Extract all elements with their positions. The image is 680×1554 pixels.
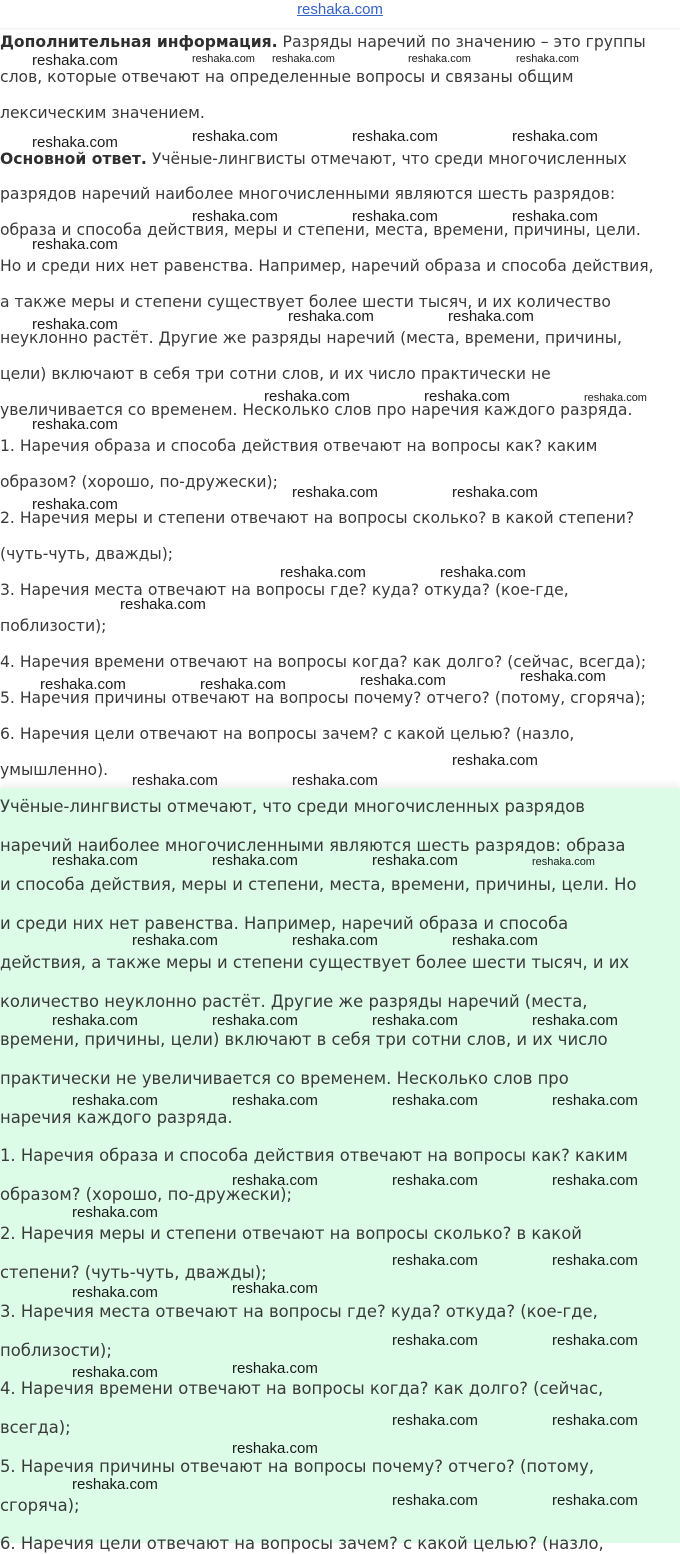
watermark-text: reshaka.com [72, 1476, 158, 1493]
text-line: степени? (чуть-чуть, дважды); [0, 1263, 267, 1282]
line-text: Разряды наречий по значению – это группы [277, 33, 646, 51]
watermark-text: reshaka.com [392, 1172, 478, 1189]
watermark-text: reshaka.com [120, 596, 206, 613]
watermark-text: reshaka.com [584, 392, 647, 404]
watermark-text: reshaka.com [32, 496, 118, 513]
line-text: (чуть-чуть, дважды); [0, 545, 174, 563]
text-line [0, 149, 627, 169]
watermark-text: reshaka.com [280, 564, 366, 581]
text-line: Учёные-лингвисты отмечают, что среди многочисленных разрядов [0, 797, 585, 816]
text-line [0, 436, 597, 456]
watermark-text: reshaka.com [552, 1172, 638, 1189]
line-text: 4. Наречия времени отвечают на вопросы когда? как долго? (сейчас, всегда); [0, 653, 647, 671]
watermark-text: reshaka.com [232, 1092, 318, 1109]
watermark-text: reshaka.com [32, 236, 118, 253]
watermark-text: reshaka.com [392, 1412, 478, 1429]
line-text: а также меры и степени существует более шести тысяч, и их количество [0, 293, 611, 311]
text-line: практически не увеличивается со временем. Несколько слов про [0, 1069, 569, 1088]
watermark-text: reshaka.com [552, 1252, 638, 1269]
watermark-text: reshaka.com [264, 388, 350, 405]
watermark-text: reshaka.com [72, 1204, 158, 1221]
watermark-text: reshaka.com [552, 1332, 638, 1349]
line-text: 6. Наречия цели отвечают на вопросы зачем? с какой целью? (назло, [0, 725, 575, 743]
watermark-text: reshaka.com [212, 1012, 298, 1029]
watermark-text: reshaka.com [452, 932, 538, 949]
text-line: сгоряча); [0, 1496, 80, 1515]
watermark-text: reshaka.com [52, 1012, 138, 1029]
watermark-text: reshaka.com [32, 316, 118, 333]
text-line: и среди них нет равенства. Например, наречий образа и способа [0, 914, 569, 933]
watermark-text: reshaka.com [392, 1332, 478, 1349]
watermark-text: reshaka.com [192, 53, 255, 65]
answer-section [0, 788, 680, 1553]
watermark-text: reshaka.com [32, 416, 118, 433]
watermark-text: reshaka.com [520, 668, 606, 685]
line-text: слов, которые отвечают на определенные вопросы и связаны общим [0, 68, 574, 86]
line-text: 1. Наречия образа и способа действия отвечают на вопросы как? каким [0, 437, 598, 455]
line-text: неуклонно растёт. Другие же разряды наречий (места, времени, причины, [0, 329, 622, 347]
text-line [0, 32, 646, 52]
text-line: всегда); [0, 1418, 71, 1437]
line-text: 2. Наречия меры и степени отвечают на вопросы сколько? в какой степени? [0, 509, 635, 527]
watermark-text: reshaka.com [232, 1280, 318, 1297]
text-line: наречий наиболее многочисленными являются шесть разрядов: образа [0, 836, 626, 855]
text-line [0, 256, 654, 276]
text-line: и способа действия, меры и степени, места, времени, причины, цели. Но [0, 875, 637, 894]
line-text: образа и способа действия, меры и степени, места, времени, причины, цели. [0, 221, 641, 239]
watermark-text: reshaka.com [408, 53, 471, 65]
watermark-text: reshaka.com [424, 388, 510, 405]
line-text: Учёные-лингвисты отмечают, что среди многочисленных [146, 150, 627, 168]
text-line [0, 616, 106, 636]
watermark-text: reshaka.com [72, 1364, 158, 1381]
watermark-text: reshaka.com [552, 1492, 638, 1509]
watermark-text: reshaka.com [352, 208, 438, 225]
line-text: 3. Наречия места отвечают на вопросы где? куда? откуда? (кое-где, [0, 581, 569, 599]
watermark-text: reshaka.com [440, 564, 526, 581]
text-line [0, 472, 278, 492]
watermark-text: reshaka.com [532, 856, 595, 868]
answer-label: Основной ответ. [0, 150, 147, 168]
watermark-text: reshaka.com [292, 772, 378, 789]
text-line: количество неуклонно растёт. Другие же разряды наречий (места, [0, 992, 588, 1011]
text-line: образом? (хорошо, по-дружески); [0, 1185, 293, 1204]
watermark-text: reshaka.com [452, 484, 538, 501]
watermark-text: reshaka.com [552, 1412, 638, 1429]
watermark-text: reshaka.com [372, 852, 458, 869]
line-text: умышленно). [0, 761, 109, 779]
watermark-text: reshaka.com [552, 1092, 638, 1109]
line-text: увеличивается со временем. Несколько слов про наречия каждого разряда. [0, 401, 633, 419]
line-text: разрядов наречий наиболее многочисленными являются шесть разрядов: [0, 185, 616, 203]
watermark-text: reshaka.com [392, 1252, 478, 1269]
watermark-text: reshaka.com [192, 128, 278, 145]
watermark-text: reshaka.com [392, 1492, 478, 1509]
text-line: действия, а также меры и степени существует более шести тысяч, и их [0, 953, 630, 972]
watermark-text: reshaka.com [232, 1440, 318, 1457]
watermark-text: reshaka.com [292, 484, 378, 501]
watermark-text: reshaka.com [352, 128, 438, 145]
line-text: лексическим значением. [0, 104, 205, 122]
watermark-text: reshaka.com [32, 52, 118, 69]
watermark-text: reshaka.com [212, 852, 298, 869]
line-text: Но и среди них нет равенства. Например, наречий образа и способа действия, [0, 257, 654, 275]
watermark-text: reshaka.com [448, 308, 534, 325]
watermark-text: reshaka.com [32, 134, 118, 151]
watermark-text: reshaka.com [132, 772, 218, 789]
line-text: образом? (хорошо, по-дружески); [0, 473, 278, 491]
watermark-text: reshaka.com [40, 676, 126, 693]
watermark-text: reshaka.com [272, 53, 335, 65]
text-line: 3. Наречия места отвечают на вопросы где? куда? откуда? (кое-где, [0, 1302, 598, 1321]
watermark-text: reshaka.com [132, 932, 218, 949]
text-line: 1. Наречия образа и способа действия отвечают на вопросы как? каким [0, 1146, 628, 1165]
text-line [0, 364, 551, 384]
site-link[interactable]: reshaka.com [297, 1, 383, 18]
watermark-text: reshaka.com [232, 1172, 318, 1189]
text-line [0, 67, 574, 87]
line-text: цели) включают в себя три сотни слов, и их число практически не [0, 365, 551, 383]
site-header [0, 0, 680, 28]
watermark-text: reshaka.com [512, 208, 598, 225]
watermark-text: reshaka.com [452, 752, 538, 769]
watermark-text: reshaka.com [532, 1012, 618, 1029]
text-line [0, 544, 173, 564]
watermark-text: reshaka.com [516, 53, 579, 65]
watermark-text: reshaka.com [372, 1012, 458, 1029]
text-line: наречия каждого разряда. [0, 1108, 233, 1127]
watermark-text: reshaka.com [512, 128, 598, 145]
text-line [0, 724, 574, 744]
watermark-text: reshaka.com [200, 676, 286, 693]
watermark-text: reshaka.com [72, 1092, 158, 1109]
line-text: 5. Наречия причины отвечают на вопросы почему? отчего? (потому, сгоряча); [0, 689, 646, 707]
watermark-text: reshaka.com [392, 1092, 478, 1109]
watermark-text: reshaka.com [72, 1284, 158, 1301]
watermark-text: reshaka.com [360, 672, 446, 689]
watermark-text: reshaka.com [52, 852, 138, 869]
text-line [0, 103, 205, 123]
watermark-text: reshaka.com [292, 932, 378, 949]
watermark-text: reshaka.com [288, 308, 374, 325]
text-line: времени, причины, цели) включают в себя три сотни слов, и их число [0, 1030, 608, 1049]
text-line: 4. Наречия времени отвечают на вопросы когда? как долго? (сейчас, [0, 1379, 604, 1398]
text-line [0, 580, 569, 600]
text-line [0, 760, 108, 780]
watermark-text: reshaka.com [232, 1360, 318, 1377]
text-line: 5. Наречия причины отвечают на вопросы почему? отчего? (потому, [0, 1457, 595, 1476]
text-line: 2. Наречия меры и степени отвечают на вопросы сколько? в какой [0, 1224, 582, 1243]
text-line [0, 184, 615, 204]
info-label: Дополнительная информация. [0, 33, 278, 51]
line-text: поблизости); [0, 617, 107, 635]
watermark-text: reshaka.com [192, 208, 278, 225]
text-line: 6. Наречия цели отвечают на вопросы зачем? с какой целью? (назло, [0, 1534, 604, 1553]
text-line: поблизости); [0, 1341, 112, 1360]
